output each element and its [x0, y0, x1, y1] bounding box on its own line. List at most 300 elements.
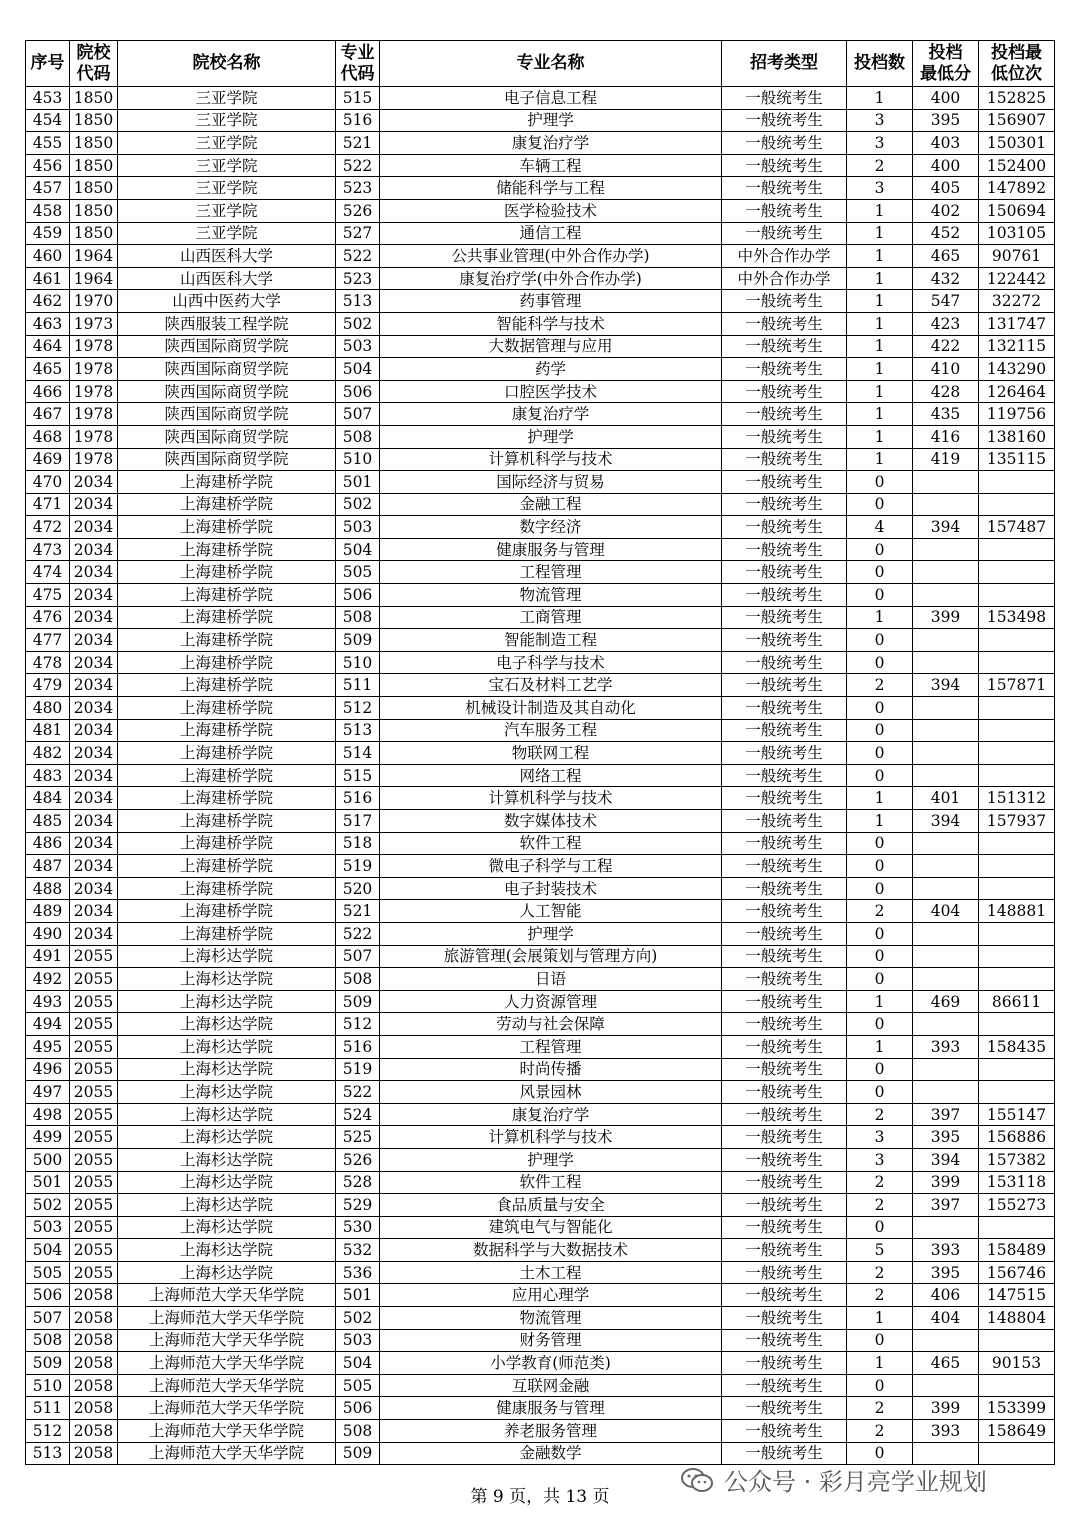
- table-row: [26, 245, 1055, 268]
- table-cell: [979, 742, 1055, 765]
- table-cell: 山西医科大学: [118, 267, 336, 290]
- table-cell: 513: [26, 1442, 70, 1465]
- table-cell: 一般统考生: [722, 380, 847, 403]
- table-cell: [979, 968, 1055, 991]
- table-cell: 508: [336, 425, 380, 448]
- table-row: [26, 787, 1055, 810]
- table-cell: 2034: [70, 787, 118, 810]
- table-cell: 485: [26, 810, 70, 833]
- table-cell: 519: [336, 1058, 380, 1081]
- table-cell: 516: [336, 109, 380, 132]
- table-cell: 网络工程: [380, 764, 722, 787]
- table-cell: 中外合作办学: [722, 245, 847, 268]
- table-cell: 503: [26, 1216, 70, 1239]
- table-cell: 517: [336, 810, 380, 833]
- watermark-text: 公众号 · 彩月亮学业规划: [724, 1468, 987, 1496]
- table-cell: 一般统考生: [722, 584, 847, 607]
- table-cell: 1: [847, 312, 913, 335]
- table-cell: 上海建桥学院: [118, 697, 336, 720]
- table-cell: 1: [847, 448, 913, 471]
- table-cell: 食品质量与安全: [380, 1194, 722, 1217]
- table-cell: 上海建桥学院: [118, 855, 336, 878]
- table-cell: 503: [336, 1329, 380, 1352]
- table-cell: 2058: [70, 1284, 118, 1307]
- table-cell: 394: [913, 674, 979, 697]
- table-cell: [913, 538, 979, 561]
- table-cell: 养老服务管理: [380, 1420, 722, 1443]
- table-cell: 2055: [70, 1171, 118, 1194]
- table-cell: 三亚学院: [118, 154, 336, 177]
- table-cell: [979, 651, 1055, 674]
- table-cell: 1: [847, 787, 913, 810]
- table-row: [26, 877, 1055, 900]
- table-cell: 143290: [979, 358, 1055, 381]
- table-cell: 2055: [70, 1103, 118, 1126]
- table-row: [26, 380, 1055, 403]
- table-cell: 498: [26, 1103, 70, 1126]
- table-cell: 数字媒体技术: [380, 810, 722, 833]
- table-row: [26, 764, 1055, 787]
- table-cell: 404: [913, 900, 979, 923]
- table-cell: 三亚学院: [118, 132, 336, 155]
- table-cell: [979, 719, 1055, 742]
- table-cell: [979, 471, 1055, 494]
- table-cell: 1978: [70, 448, 118, 471]
- table-cell: 一般统考生: [722, 945, 847, 968]
- table-cell: 陕西国际商贸学院: [118, 448, 336, 471]
- table-row: [26, 742, 1055, 765]
- column-header: [118, 41, 336, 87]
- table-cell: 康复治疗学: [380, 132, 722, 155]
- table-cell: 一般统考生: [722, 132, 847, 155]
- table-cell: 智能科学与技术: [380, 312, 722, 335]
- table-cell: 155147: [979, 1103, 1055, 1126]
- table-cell: 0: [847, 629, 913, 652]
- table-cell: 公共事业管理(中外合作办学): [380, 245, 722, 268]
- table-cell: 智能制造工程: [380, 629, 722, 652]
- table-cell: 0: [847, 561, 913, 584]
- table-cell: 0: [847, 651, 913, 674]
- table-cell: 0: [847, 832, 913, 855]
- table-cell: 建筑电气与智能化: [380, 1216, 722, 1239]
- table-cell: [913, 1216, 979, 1239]
- table-cell: 505: [336, 561, 380, 584]
- table-cell: 一般统考生: [722, 855, 847, 878]
- column-header: [336, 41, 380, 87]
- table-cell: 上海建桥学院: [118, 651, 336, 674]
- table-cell: 156907: [979, 109, 1055, 132]
- table-cell: 0: [847, 1216, 913, 1239]
- table-cell: 510: [26, 1374, 70, 1397]
- table-cell: 一般统考生: [722, 199, 847, 222]
- table-cell: 2034: [70, 832, 118, 855]
- table-cell: 一般统考生: [722, 1013, 847, 1036]
- table-cell: 513: [336, 719, 380, 742]
- table-cell: 452: [913, 222, 979, 245]
- table-cell: 一般统考生: [722, 1194, 847, 1217]
- table-body: [26, 87, 1055, 1465]
- table-row: [26, 335, 1055, 358]
- column-header-line: 代码: [340, 63, 375, 84]
- table-cell: 2: [847, 1103, 913, 1126]
- table-cell: 上海建桥学院: [118, 900, 336, 923]
- table-cell: 工程管理: [380, 1035, 722, 1058]
- table-cell: 上海杉达学院: [118, 1058, 336, 1081]
- table-row: [26, 154, 1055, 177]
- table-cell: 上海杉达学院: [118, 1239, 336, 1262]
- table-cell: 491: [26, 945, 70, 968]
- table-cell: 520: [336, 877, 380, 900]
- table-cell: 404: [913, 1307, 979, 1330]
- table-cell: 旅游管理(会展策划与管理方向): [380, 945, 722, 968]
- table-cell: 0: [847, 493, 913, 516]
- table-row: [26, 900, 1055, 923]
- table-row: [26, 1103, 1055, 1126]
- table-cell: 496: [26, 1058, 70, 1081]
- table-cell: 509: [336, 1442, 380, 1465]
- table-row: [26, 697, 1055, 720]
- table-row: [26, 945, 1055, 968]
- table-cell: 劳动与社会保障: [380, 1013, 722, 1036]
- table-row: [26, 1284, 1055, 1307]
- table-cell: 一般统考生: [722, 312, 847, 335]
- table-cell: 465: [913, 245, 979, 268]
- table-row: [26, 832, 1055, 855]
- table-cell: 软件工程: [380, 832, 722, 855]
- table-cell: 上海杉达学院: [118, 1171, 336, 1194]
- table-cell: 一般统考生: [722, 1442, 847, 1465]
- table-row: [26, 1397, 1055, 1420]
- table-cell: [913, 877, 979, 900]
- table-cell: 393: [913, 1035, 979, 1058]
- table-cell: 516: [336, 1035, 380, 1058]
- table-cell: 数据科学与大数据技术: [380, 1239, 722, 1262]
- table-cell: 479: [26, 674, 70, 697]
- table-cell: 492: [26, 968, 70, 991]
- table-cell: [913, 697, 979, 720]
- table-cell: 车辆工程: [380, 154, 722, 177]
- table-cell: 505: [336, 1374, 380, 1397]
- table-row: [26, 651, 1055, 674]
- table-cell: 一般统考生: [722, 154, 847, 177]
- table-cell: [913, 561, 979, 584]
- table-row: [26, 990, 1055, 1013]
- table-cell: 中外合作办学: [722, 267, 847, 290]
- table-cell: 一般统考生: [722, 1329, 847, 1352]
- table-row: [26, 471, 1055, 494]
- table-cell: 数字经济: [380, 516, 722, 539]
- table-cell: 上海建桥学院: [118, 787, 336, 810]
- table-cell: 522: [336, 922, 380, 945]
- table-cell: 474: [26, 561, 70, 584]
- table-cell: 393: [913, 1239, 979, 1262]
- table-cell: 1964: [70, 267, 118, 290]
- table-cell: 528: [336, 1171, 380, 1194]
- table-cell: 大数据管理与应用: [380, 335, 722, 358]
- table-cell: 上海师范大学天华学院: [118, 1442, 336, 1465]
- table-cell: 158489: [979, 1239, 1055, 1262]
- column-header-line: 投档数: [854, 53, 905, 73]
- table-cell: [979, 561, 1055, 584]
- table-cell: 400: [913, 154, 979, 177]
- table-cell: 储能科学与工程: [380, 177, 722, 200]
- table-cell: 陕西国际商贸学院: [118, 425, 336, 448]
- table-cell: 2058: [70, 1442, 118, 1465]
- table-cell: 2: [847, 1194, 913, 1217]
- table-cell: 401: [913, 787, 979, 810]
- table-cell: [979, 945, 1055, 968]
- table-cell: 472: [26, 516, 70, 539]
- table-row: [26, 1081, 1055, 1104]
- table-cell: 2058: [70, 1397, 118, 1420]
- table-cell: 工程管理: [380, 561, 722, 584]
- table-cell: 90153: [979, 1352, 1055, 1375]
- table-cell: 一般统考生: [722, 900, 847, 923]
- table-cell: 2034: [70, 606, 118, 629]
- table-cell: 501: [26, 1171, 70, 1194]
- table-row: [26, 810, 1055, 833]
- table-cell: 2034: [70, 697, 118, 720]
- table-cell: 400: [913, 87, 979, 110]
- table-cell: 2034: [70, 629, 118, 652]
- table-cell: 526: [336, 199, 380, 222]
- table-cell: 一般统考生: [722, 877, 847, 900]
- table-cell: 2055: [70, 945, 118, 968]
- table-cell: 458: [26, 199, 70, 222]
- table-cell: 522: [336, 154, 380, 177]
- table-cell: 上海杉达学院: [118, 1103, 336, 1126]
- table-cell: [979, 697, 1055, 720]
- table-cell: 515: [336, 764, 380, 787]
- table-cell: 一般统考生: [722, 358, 847, 381]
- table-cell: [979, 1013, 1055, 1036]
- table-cell: 131747: [979, 312, 1055, 335]
- table-cell: 1: [847, 335, 913, 358]
- table-cell: 2: [847, 1261, 913, 1284]
- table-cell: 399: [913, 1171, 979, 1194]
- table-row: [26, 1058, 1055, 1081]
- table-cell: 3: [847, 109, 913, 132]
- table-cell: 480: [26, 697, 70, 720]
- table-cell: 通信工程: [380, 222, 722, 245]
- table-cell: 上海杉达学院: [118, 1261, 336, 1284]
- table-cell: 三亚学院: [118, 87, 336, 110]
- table-cell: 金融数学: [380, 1442, 722, 1465]
- table-cell: 508: [26, 1329, 70, 1352]
- table-cell: 522: [336, 245, 380, 268]
- table-cell: 上海杉达学院: [118, 1216, 336, 1239]
- table-cell: 490: [26, 922, 70, 945]
- table-cell: 一般统考生: [722, 1148, 847, 1171]
- table-cell: 463: [26, 312, 70, 335]
- table-row: [26, 1239, 1055, 1262]
- table-cell: [979, 1374, 1055, 1397]
- table-cell: 上海建桥学院: [118, 674, 336, 697]
- table-cell: 153399: [979, 1397, 1055, 1420]
- column-header-line: 序号: [30, 53, 65, 73]
- table-cell: 405: [913, 177, 979, 200]
- table-cell: [913, 855, 979, 878]
- table-cell: 2: [847, 154, 913, 177]
- table-cell: 1850: [70, 132, 118, 155]
- table-cell: 上海建桥学院: [118, 493, 336, 516]
- table-cell: 512: [26, 1420, 70, 1443]
- table-cell: 397: [913, 1103, 979, 1126]
- table-cell: 461: [26, 267, 70, 290]
- table-cell: 陕西服装工程学院: [118, 312, 336, 335]
- table-cell: 上海建桥学院: [118, 538, 336, 561]
- table-cell: 应用心理学: [380, 1284, 722, 1307]
- table-row: [26, 132, 1055, 155]
- table-cell: 395: [913, 1126, 979, 1149]
- table-cell: 2034: [70, 674, 118, 697]
- table-cell: 上海建桥学院: [118, 742, 336, 765]
- column-header-line: 院校名称: [192, 53, 261, 73]
- table-cell: [979, 764, 1055, 787]
- table-cell: 512: [336, 1013, 380, 1036]
- table-cell: 一般统考生: [722, 403, 847, 426]
- table-cell: 521: [336, 900, 380, 923]
- table-cell: 153498: [979, 606, 1055, 629]
- table-cell: 一般统考生: [722, 1103, 847, 1126]
- table-cell: 504: [336, 358, 380, 381]
- table-cell: 1850: [70, 87, 118, 110]
- table-row: [26, 1307, 1055, 1330]
- table-cell: 上海杉达学院: [118, 945, 336, 968]
- table-row: [26, 290, 1055, 313]
- table-cell: 86611: [979, 990, 1055, 1013]
- table-cell: 软件工程: [380, 1171, 722, 1194]
- table-cell: 2: [847, 1171, 913, 1194]
- table-row: [26, 403, 1055, 426]
- table-cell: 0: [847, 1058, 913, 1081]
- table-cell: 509: [26, 1352, 70, 1375]
- table-cell: 日语: [380, 968, 722, 991]
- table-cell: 399: [913, 1397, 979, 1420]
- table-cell: 132115: [979, 335, 1055, 358]
- table-cell: 上海建桥学院: [118, 561, 336, 584]
- table-cell: 507: [336, 403, 380, 426]
- table-cell: 药事管理: [380, 290, 722, 313]
- table-cell: 陕西国际商贸学院: [118, 403, 336, 426]
- table-cell: 一般统考生: [722, 651, 847, 674]
- table-cell: 153118: [979, 1171, 1055, 1194]
- table-cell: 物联网工程: [380, 742, 722, 765]
- table-cell: 山西中医药大学: [118, 290, 336, 313]
- table-cell: 人力资源管理: [380, 990, 722, 1013]
- table-row: [26, 516, 1055, 539]
- table-cell: 上海建桥学院: [118, 629, 336, 652]
- table-cell: 1978: [70, 380, 118, 403]
- table-cell: 一般统考生: [722, 109, 847, 132]
- table-cell: 2055: [70, 968, 118, 991]
- table-cell: 一般统考生: [722, 448, 847, 471]
- table-cell: [913, 1374, 979, 1397]
- table-cell: 468: [26, 425, 70, 448]
- table-cell: 一般统考生: [722, 1216, 847, 1239]
- table-cell: 3: [847, 177, 913, 200]
- table-cell: 1: [847, 425, 913, 448]
- table-cell: 502: [336, 1307, 380, 1330]
- table-cell: 473: [26, 538, 70, 561]
- table-cell: 469: [913, 990, 979, 1013]
- table-cell: 2034: [70, 493, 118, 516]
- table-cell: 上海师范大学天华学院: [118, 1284, 336, 1307]
- table-cell: 467: [26, 403, 70, 426]
- table-cell: 机械设计制造及其自动化: [380, 697, 722, 720]
- table-cell: 462: [26, 290, 70, 313]
- table-cell: 2058: [70, 1352, 118, 1375]
- table-cell: [913, 471, 979, 494]
- table-cell: 0: [847, 697, 913, 720]
- table-cell: [913, 1081, 979, 1104]
- table-row: [26, 358, 1055, 381]
- table-row: [26, 1126, 1055, 1149]
- table-cell: 135115: [979, 448, 1055, 471]
- table-cell: 1850: [70, 177, 118, 200]
- table-cell: 宝石及材料工艺学: [380, 674, 722, 697]
- table-cell: 503: [336, 335, 380, 358]
- column-header-line: 投档最: [991, 42, 1042, 63]
- wechat-watermark: [680, 1462, 987, 1497]
- column-header-line: 专业名称: [516, 53, 585, 73]
- table-row: [26, 87, 1055, 110]
- table-cell: 5: [847, 1239, 913, 1262]
- table-cell: 508: [336, 1420, 380, 1443]
- table-cell: 0: [847, 538, 913, 561]
- table-cell: 1978: [70, 358, 118, 381]
- table-cell: 2034: [70, 877, 118, 900]
- table-cell: 1: [847, 222, 913, 245]
- table-cell: 2034: [70, 810, 118, 833]
- table-cell: 上海建桥学院: [118, 584, 336, 607]
- table-cell: [979, 538, 1055, 561]
- table-cell: 2034: [70, 764, 118, 787]
- table-cell: 518: [336, 832, 380, 855]
- table-cell: 三亚学院: [118, 109, 336, 132]
- table-cell: 陕西国际商贸学院: [118, 335, 336, 358]
- table-cell: 510: [336, 448, 380, 471]
- table-cell: 物流管理: [380, 1307, 722, 1330]
- table-cell: 500: [26, 1148, 70, 1171]
- table-cell: 148804: [979, 1307, 1055, 1330]
- table-cell: 2034: [70, 855, 118, 878]
- table-cell: 一般统考生: [722, 810, 847, 833]
- table-cell: [913, 764, 979, 787]
- table-cell: 395: [913, 1261, 979, 1284]
- table-cell: 3: [847, 1148, 913, 1171]
- table-cell: 0: [847, 945, 913, 968]
- table-cell: [979, 877, 1055, 900]
- table-cell: 477: [26, 629, 70, 652]
- table-row: [26, 922, 1055, 945]
- table-cell: 2034: [70, 900, 118, 923]
- table-cell: 464: [26, 335, 70, 358]
- table-cell: 502: [336, 312, 380, 335]
- table-cell: [913, 493, 979, 516]
- table-cell: 2034: [70, 742, 118, 765]
- table-cell: 1978: [70, 425, 118, 448]
- table-cell: 460: [26, 245, 70, 268]
- table-cell: 一般统考生: [722, 1397, 847, 1420]
- table-cell: 1: [847, 199, 913, 222]
- table-row: [26, 1216, 1055, 1239]
- table-cell: 499: [26, 1126, 70, 1149]
- table-cell: 口腔医学技术: [380, 380, 722, 403]
- table-cell: 2055: [70, 1261, 118, 1284]
- table-cell: 一般统考生: [722, 990, 847, 1013]
- table-cell: 526: [336, 1148, 380, 1171]
